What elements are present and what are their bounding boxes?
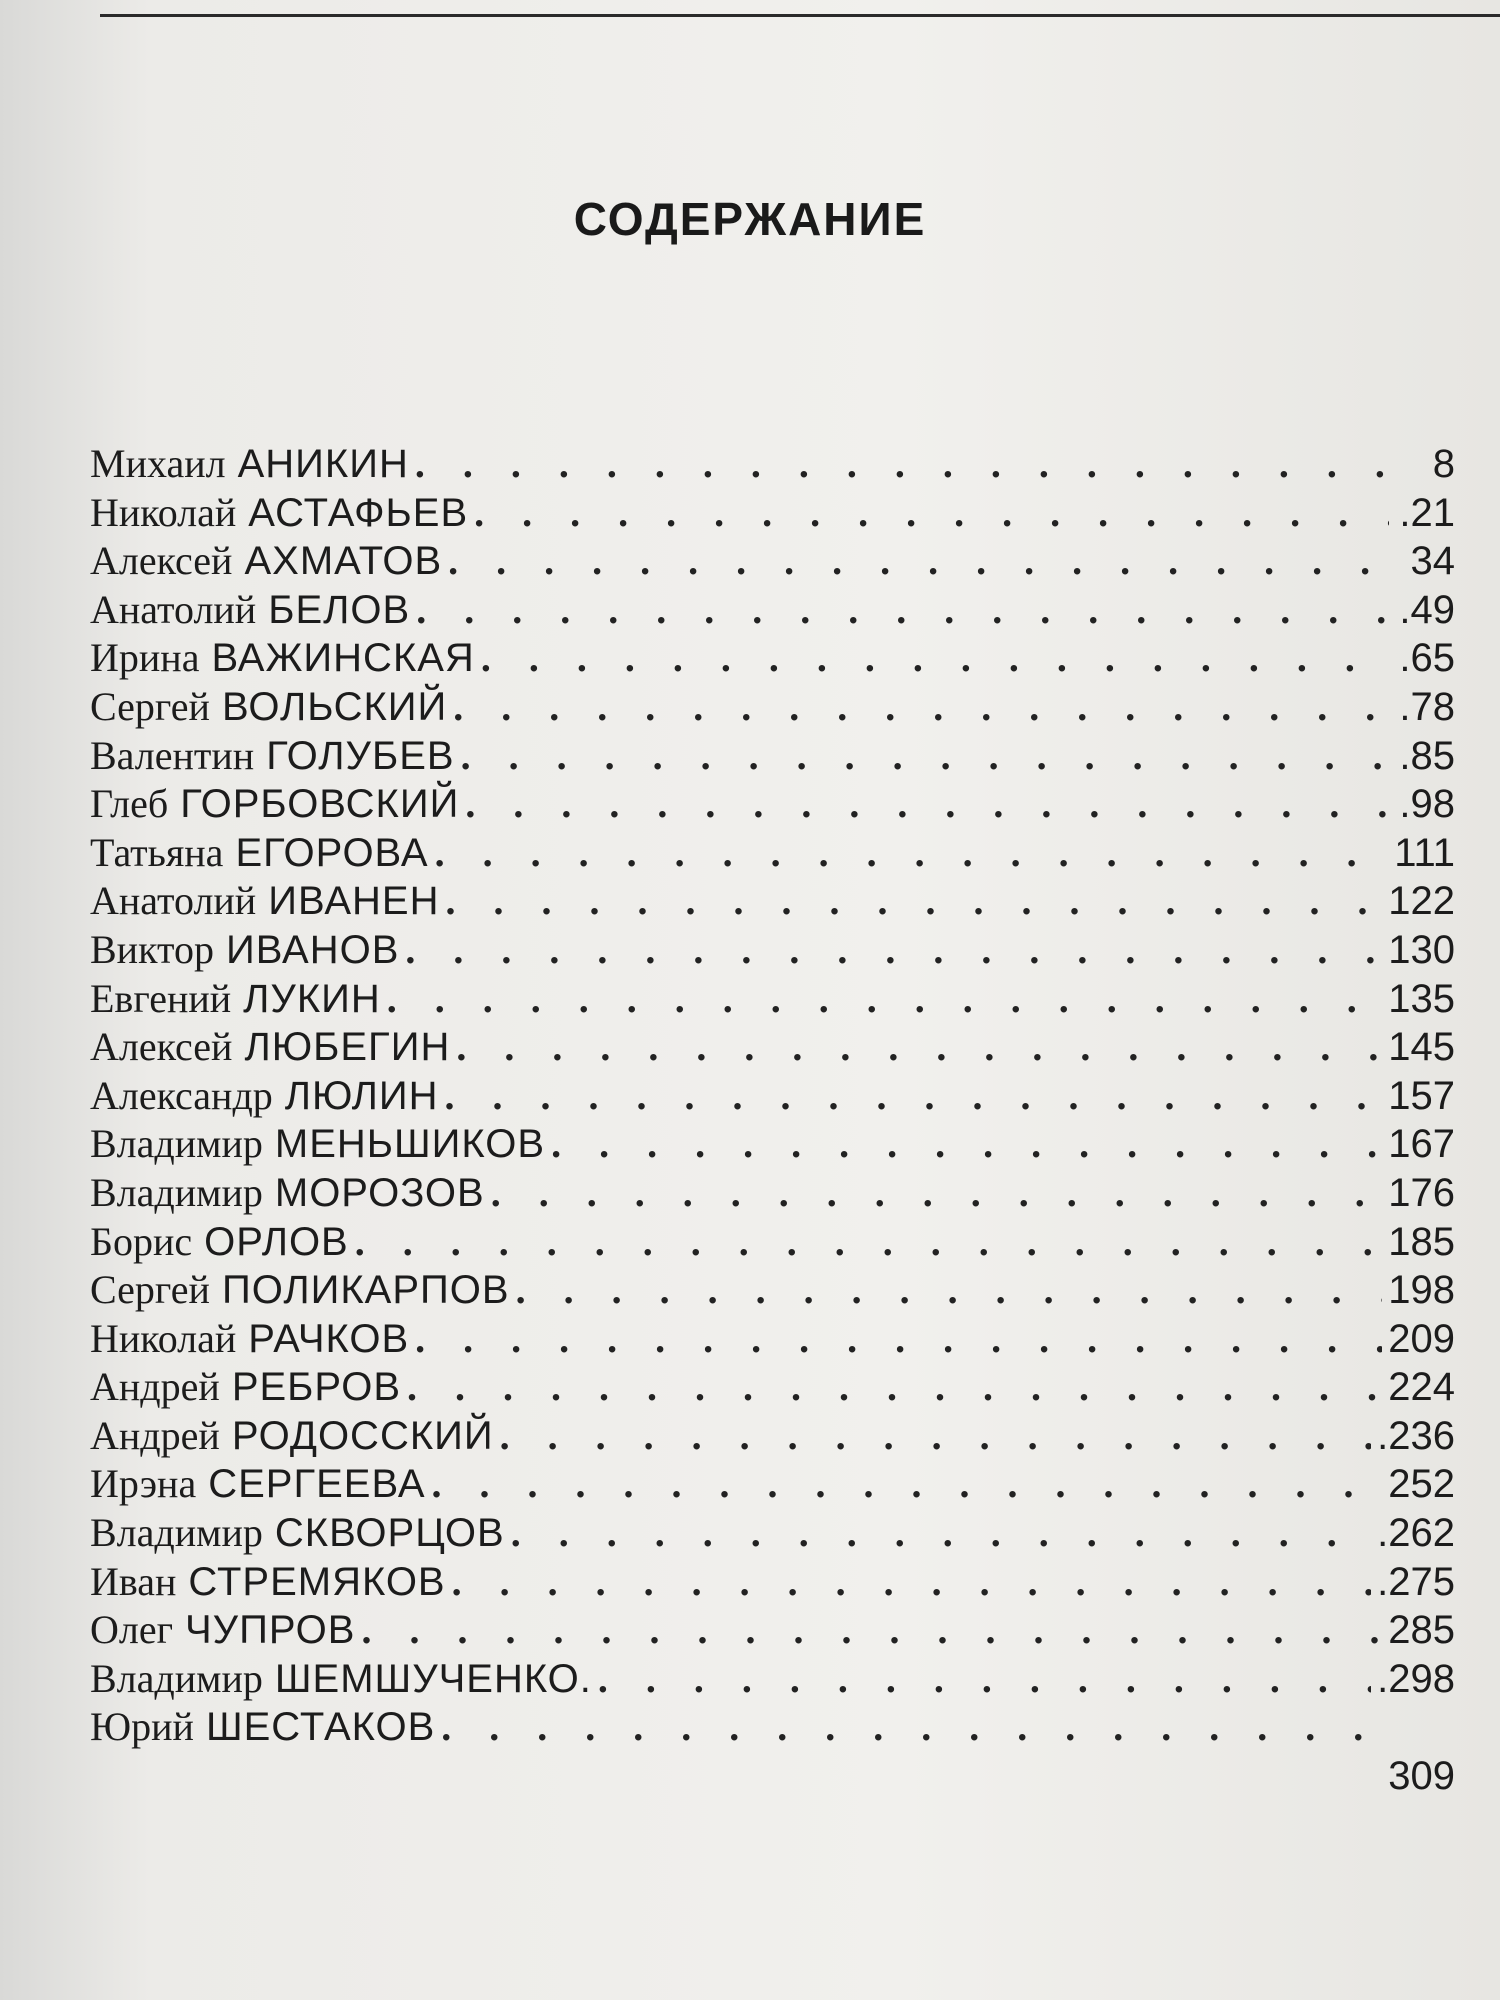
author-first-name: Борис	[90, 1218, 193, 1264]
dot-leader	[355, 1218, 1383, 1267]
dot-leader	[465, 780, 1389, 829]
dot-leader	[445, 1072, 1383, 1121]
toc-entry	[90, 634, 1455, 683]
table-of-contents	[90, 440, 1455, 1801]
author-first-name: Иван	[90, 1558, 177, 1604]
author-last-name: ГОЛУБЕВ	[266, 733, 455, 778]
page-number: 135	[1388, 976, 1455, 1021]
author-first-name: Владимир	[90, 1121, 263, 1167]
dot-leader	[500, 1412, 1372, 1461]
author-first-name: Ирина	[90, 635, 200, 681]
author-last-name: МЕНЬШИКОВ	[274, 1122, 546, 1167]
page-number: 309	[1388, 1754, 1455, 1799]
toc-entry	[90, 1120, 1455, 1169]
author-first-name: Владимир	[90, 1510, 263, 1556]
author-last-name: РОДОССКИЙ	[231, 1413, 494, 1458]
author-first-name: Юрий	[90, 1704, 194, 1750]
author-last-name: ШЕМШУЧЕНКО.	[274, 1656, 592, 1701]
dot-leader	[452, 1558, 1372, 1607]
dot-leader	[516, 1266, 1383, 1315]
toc-entry	[90, 1703, 1455, 1752]
author-last-name: ИВАНОВ	[225, 927, 400, 972]
author-last-name: ГОРБОВСКИЙ	[180, 782, 460, 827]
page-number: 252	[1388, 1462, 1455, 1507]
author-first-name: Татьяна	[90, 829, 224, 875]
author-last-name: ЛЮЛИН	[284, 1073, 439, 1118]
author-first-name: Николай	[90, 489, 237, 535]
toc-entry	[90, 1169, 1455, 1218]
page-number: 145	[1388, 1025, 1455, 1070]
toc-entry	[90, 1363, 1455, 1412]
author-last-name: БЕЛОВ	[268, 587, 411, 632]
toc-entry-continuation	[90, 1752, 1455, 1801]
author-last-name: ОРЛОВ	[204, 1219, 349, 1264]
dot-leader	[481, 634, 1389, 683]
author-last-name: ВОЛЬСКИЙ	[221, 684, 448, 729]
page-number: 198	[1388, 1268, 1455, 1313]
author-last-name: ПОЛИКАРПОВ	[221, 1268, 510, 1313]
dot-leader	[491, 1169, 1383, 1218]
author-first-name: Владимир	[90, 1169, 263, 1215]
author-last-name: АХМАТОВ	[244, 539, 443, 584]
author-first-name: Николай	[90, 1315, 237, 1361]
author-first-name: Анатолий	[90, 586, 257, 632]
top-rule	[100, 14, 1500, 17]
dot-leader	[598, 1655, 1371, 1704]
toc-entry	[90, 1266, 1455, 1315]
dot-leader	[435, 829, 1389, 878]
toc-entry	[90, 1606, 1455, 1655]
page-number: 209	[1388, 1316, 1455, 1361]
toc-entry	[90, 1218, 1455, 1267]
page-number: .78	[1399, 684, 1455, 729]
author-last-name: АСТАФЬЕВ	[248, 490, 469, 535]
toc-entry	[90, 829, 1455, 878]
dot-leader	[511, 1509, 1371, 1558]
author-first-name: Владимир	[90, 1655, 263, 1701]
page-number: .85	[1399, 733, 1455, 778]
author-last-name: ВАЖИНСКАЯ	[211, 636, 475, 681]
page-number: .298	[1377, 1656, 1455, 1701]
page-number: 34	[1410, 539, 1455, 584]
author-first-name: Алексей	[90, 1024, 233, 1070]
toc-entry	[90, 1558, 1455, 1607]
toc-entry	[90, 537, 1455, 586]
page-number: .65	[1399, 636, 1455, 681]
author-first-name: Валентин	[90, 732, 255, 778]
author-last-name: РЕБРОВ	[231, 1365, 402, 1410]
dot-leader	[416, 586, 1389, 635]
author-last-name: РАЧКОВ	[248, 1316, 410, 1361]
toc-entry	[90, 975, 1455, 1024]
author-last-name: ЛЮБЕГИН	[244, 1025, 451, 1070]
dot-leader	[432, 1460, 1383, 1509]
author-last-name: ШЕСТАКОВ	[205, 1705, 436, 1750]
page-number: .262	[1377, 1511, 1455, 1556]
page-number: 130	[1388, 927, 1455, 972]
page-number: 157	[1388, 1073, 1455, 1118]
dot-leader	[387, 975, 1382, 1024]
toc-entry	[90, 586, 1455, 635]
author-first-name: Михаил	[90, 441, 226, 486]
author-first-name: Глеб	[90, 781, 169, 827]
author-last-name: СТРЕМЯКОВ	[188, 1559, 446, 1604]
toc-entry	[90, 877, 1455, 926]
toc-entry	[90, 1315, 1455, 1364]
author-first-name: Алексей	[90, 538, 233, 584]
author-first-name: Сергей	[90, 683, 210, 729]
toc-entry	[90, 732, 1455, 781]
page-number: .98	[1399, 782, 1455, 827]
author-first-name: Анатолий	[90, 878, 257, 924]
author-last-name: ЕГОРОВА	[235, 830, 429, 875]
author-last-name: ЧУПРОВ	[185, 1608, 356, 1653]
dot-leader	[448, 537, 1389, 586]
author-last-name: СКВОРЦОВ	[274, 1511, 505, 1556]
author-first-name: Ирэна	[90, 1461, 197, 1507]
author-first-name: Андрей	[90, 1364, 220, 1410]
author-last-name: СЕРГЕЕВА	[208, 1462, 426, 1507]
dot-leader	[461, 732, 1389, 781]
toc-entry	[90, 1023, 1455, 1072]
author-first-name: Евгений	[90, 975, 232, 1021]
toc-entry	[90, 1655, 1455, 1704]
dot-leader	[361, 1606, 1382, 1655]
toc-entry	[90, 489, 1455, 538]
author-first-name: Сергей	[90, 1267, 210, 1313]
toc-entry	[90, 683, 1455, 732]
page-title: СОДЕРЖАНИЕ	[573, 193, 927, 245]
author-last-name: МОРОЗОВ	[274, 1170, 485, 1215]
page-number: .21	[1399, 490, 1455, 535]
page-number: 185	[1388, 1219, 1455, 1264]
dot-leader	[456, 1023, 1382, 1072]
toc-entry	[90, 1509, 1455, 1558]
dot-leader	[474, 489, 1389, 538]
toc-entry	[90, 440, 1455, 489]
toc-entry	[90, 1460, 1455, 1509]
page-number: 111	[1394, 830, 1455, 875]
page-number: .49	[1399, 587, 1455, 632]
dot-leader	[415, 1315, 1382, 1364]
author-first-name: Виктор	[90, 926, 214, 972]
author-last-name: ЛУКИН	[243, 976, 381, 1021]
toc-entry	[90, 926, 1455, 975]
page-number: 122	[1388, 879, 1455, 924]
dot-leader	[551, 1120, 1382, 1169]
dot-leader	[407, 1363, 1382, 1412]
toc-entry	[90, 1412, 1455, 1461]
dot-leader	[405, 926, 1382, 975]
toc-entry	[90, 780, 1455, 829]
author-first-name: Олег	[90, 1607, 174, 1653]
author-last-name: ИВАНЕН	[268, 879, 440, 924]
dot-leader	[415, 440, 1389, 489]
page-number: 176	[1388, 1170, 1455, 1215]
dot-leader	[445, 877, 1382, 926]
page-number: 224	[1388, 1365, 1455, 1410]
page-number: 167	[1388, 1122, 1455, 1167]
page-number: 8	[1432, 442, 1455, 486]
page-number: .236	[1377, 1413, 1455, 1458]
author-first-name: Александр	[90, 1072, 273, 1118]
page-number: 285	[1388, 1608, 1455, 1653]
author-last-name: АНИКИН	[237, 442, 409, 486]
dot-leader	[441, 1703, 1389, 1752]
page-number: .275	[1377, 1559, 1455, 1604]
author-first-name: Андрей	[90, 1412, 220, 1458]
dot-leader	[453, 683, 1389, 732]
toc-entry	[90, 1072, 1455, 1121]
